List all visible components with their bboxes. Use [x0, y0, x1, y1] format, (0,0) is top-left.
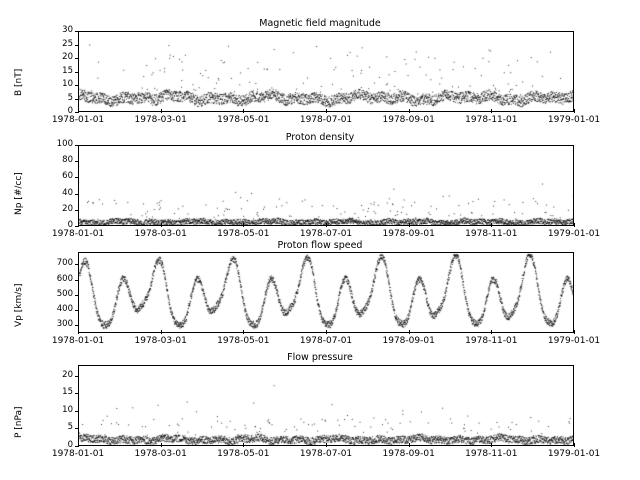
ytick-label-0-5: 5 — [67, 92, 73, 103]
ytick-mark-1-40 — [75, 194, 79, 195]
xtick-mark-0-3 — [326, 109, 327, 113]
panel-title-flow-pressure: Flow pressure — [287, 352, 353, 363]
ytick-mark-2-600 — [75, 280, 79, 281]
xtick-mark-0-2 — [243, 109, 244, 113]
xtick-mark-3-6 — [574, 443, 575, 447]
panel-proton-density — [0, 130, 640, 245]
xtick-mark-0-6 — [574, 109, 575, 113]
xtick-label-1-1: 1978-03-01 — [134, 229, 187, 239]
ytick-label-0-0: 0 — [67, 106, 73, 116]
ytick-mark-0-25 — [75, 45, 79, 46]
xtick-mark-1-0 — [78, 223, 79, 227]
ytick-label-2-500: 500 — [56, 288, 73, 299]
xtick-mark-2-4 — [409, 330, 410, 334]
xtick-mark-2-5 — [491, 330, 492, 334]
xtick-label-0-5: 1978-11-01 — [465, 115, 518, 125]
panel-proton-flow-speed — [0, 234, 640, 352]
ytick-label-3-10: 10 — [62, 404, 73, 415]
xtick-label-3-1: 1978-03-01 — [134, 449, 187, 459]
ytick-label-3-0: 0 — [67, 440, 73, 450]
xtick-label-2-3: 1978-07-01 — [299, 336, 353, 346]
axis-label-np: Np [#/cc] — [14, 172, 24, 215]
xtick-label-1-3: 1978-07-01 — [299, 229, 353, 239]
ytick-label-0-10: 10 — [62, 79, 73, 89]
ytick-mark-0-15 — [75, 72, 79, 73]
ytick-label-3-20: 20 — [62, 369, 73, 380]
ytick-label-1-20: 20 — [62, 203, 73, 214]
xtick-mark-2-1 — [161, 330, 162, 334]
ytick-label-3-15: 15 — [62, 387, 73, 398]
xtick-label-2-5: 1978-11-01 — [465, 336, 518, 346]
ytick-label-1-80: 80 — [62, 155, 73, 166]
ytick-mark-2-700 — [75, 264, 79, 265]
ytick-label-0-30: 30 — [62, 25, 73, 35]
ytick-label-0-15: 15 — [62, 65, 73, 76]
plot-area-proton-density — [78, 145, 574, 226]
ytick-mark-1-100 — [75, 145, 79, 146]
ytick-mark-0-30 — [75, 31, 79, 32]
xtick-mark-1-2 — [243, 223, 244, 227]
xtick-label-0-3: 1978-07-01 — [299, 115, 353, 125]
ytick-mark-0-10 — [75, 85, 79, 86]
panel-magnetic-field-magnitude — [0, 0, 640, 130]
xtick-label-1-0: 1978-01-01 — [51, 229, 105, 239]
ytick-label-2-600: 600 — [56, 273, 73, 284]
xtick-label-1-2: 1978-05-01 — [217, 229, 270, 239]
xtick-label-1-4: 1978-09-01 — [382, 229, 435, 239]
ytick-mark-1-20 — [75, 210, 79, 211]
xtick-mark-2-6 — [574, 330, 575, 334]
xtick-label-0-4: 1978-09-01 — [382, 115, 435, 125]
axis-label-p: P [nPa] — [14, 406, 24, 438]
xtick-mark-3-4 — [409, 443, 410, 447]
xtick-mark-0-1 — [161, 109, 162, 113]
xtick-mark-2-0 — [78, 330, 79, 334]
xtick-mark-2-3 — [326, 330, 327, 334]
xtick-label-0-0: 1978-01-01 — [51, 115, 105, 125]
xtick-label-0-2: 1978-05-01 — [217, 115, 270, 125]
scatter-series-p — [79, 366, 574, 446]
xtick-label-0-1: 1978-03-01 — [134, 115, 187, 125]
xtick-label-3-3: 1978-07-01 — [299, 449, 353, 459]
xtick-mark-3-2 — [243, 443, 244, 447]
xtick-mark-2-2 — [243, 330, 244, 334]
ytick-mark-1-60 — [75, 177, 79, 178]
ytick-mark-2-300 — [75, 325, 79, 326]
xtick-mark-1-5 — [491, 223, 492, 227]
xtick-mark-1-3 — [326, 223, 327, 227]
xtick-mark-3-3 — [326, 443, 327, 447]
ytick-label-1-0: 0 — [67, 220, 73, 230]
ytick-mark-3-20 — [75, 376, 79, 377]
xtick-label-3-4: 1978-09-01 — [382, 449, 435, 459]
ytick-label-1-40: 40 — [62, 187, 73, 198]
xtick-label-3-2: 1978-05-01 — [217, 449, 270, 459]
xtick-label-1-6: 1979-01-01 — [547, 229, 601, 239]
axis-label-b: B [nT] — [14, 68, 24, 96]
xtick-label-2-2: 1978-05-01 — [217, 336, 270, 346]
xtick-label-3-0: 1978-01-01 — [51, 449, 105, 459]
xtick-label-2-0: 1978-01-01 — [51, 336, 105, 346]
ytick-label-1-60: 60 — [62, 171, 73, 182]
ytick-mark-2-400 — [75, 310, 79, 311]
ytick-mark-3-10 — [75, 411, 79, 412]
ytick-label-2-300: 300 — [56, 319, 73, 330]
xtick-label-0-6: 1979-01-01 — [547, 115, 601, 125]
plot-area-flow-pressure — [78, 365, 574, 446]
ytick-label-1-100: 100 — [56, 139, 73, 149]
xtick-mark-3-1 — [161, 443, 162, 447]
ytick-mark-1-80 — [75, 161, 79, 162]
xtick-mark-1-4 — [409, 223, 410, 227]
axis-label-vp: Vp [km/s] — [14, 283, 24, 327]
panel-title-proton-density: Proton density — [285, 132, 355, 143]
ytick-label-2-700: 700 — [56, 258, 73, 269]
ytick-mark-3-15 — [75, 393, 79, 394]
panel-title-magnetic-field-magnitude: Magnetic field magnitude — [259, 18, 381, 29]
plot-area-proton-flow-speed — [78, 252, 574, 333]
ytick-mark-0-5 — [75, 99, 79, 100]
ytick-mark-3-5 — [75, 428, 79, 429]
ytick-label-0-25: 25 — [62, 38, 73, 49]
xtick-label-2-4: 1978-09-01 — [382, 336, 435, 346]
xtick-mark-3-0 — [78, 443, 79, 447]
xtick-label-1-5: 1978-11-01 — [465, 229, 518, 239]
plot-area-magnetic-field-magnitude — [78, 31, 574, 112]
ytick-mark-2-500 — [75, 295, 79, 296]
xtick-mark-0-0 — [78, 109, 79, 113]
xtick-mark-1-1 — [161, 223, 162, 227]
xtick-label-3-5: 1978-11-01 — [465, 449, 518, 459]
xtick-mark-3-5 — [491, 443, 492, 447]
xtick-label-2-6: 1979-01-01 — [547, 336, 601, 346]
ytick-mark-0-20 — [75, 58, 79, 59]
ytick-label-3-5: 5 — [67, 422, 73, 433]
scatter-series-b — [79, 32, 574, 112]
ytick-label-2-400: 400 — [56, 304, 73, 315]
xtick-label-3-6: 1979-01-01 — [547, 449, 601, 459]
xtick-label-2-1: 1978-03-01 — [134, 336, 187, 346]
panel-title-proton-flow-speed: Proton flow speed — [277, 240, 363, 251]
scatter-series-np — [79, 146, 574, 226]
scatter-series-vp — [79, 253, 574, 333]
xtick-mark-0-4 — [409, 109, 410, 113]
ytick-label-0-20: 20 — [62, 52, 73, 62]
xtick-mark-1-6 — [574, 223, 575, 227]
xtick-mark-0-5 — [491, 109, 492, 113]
